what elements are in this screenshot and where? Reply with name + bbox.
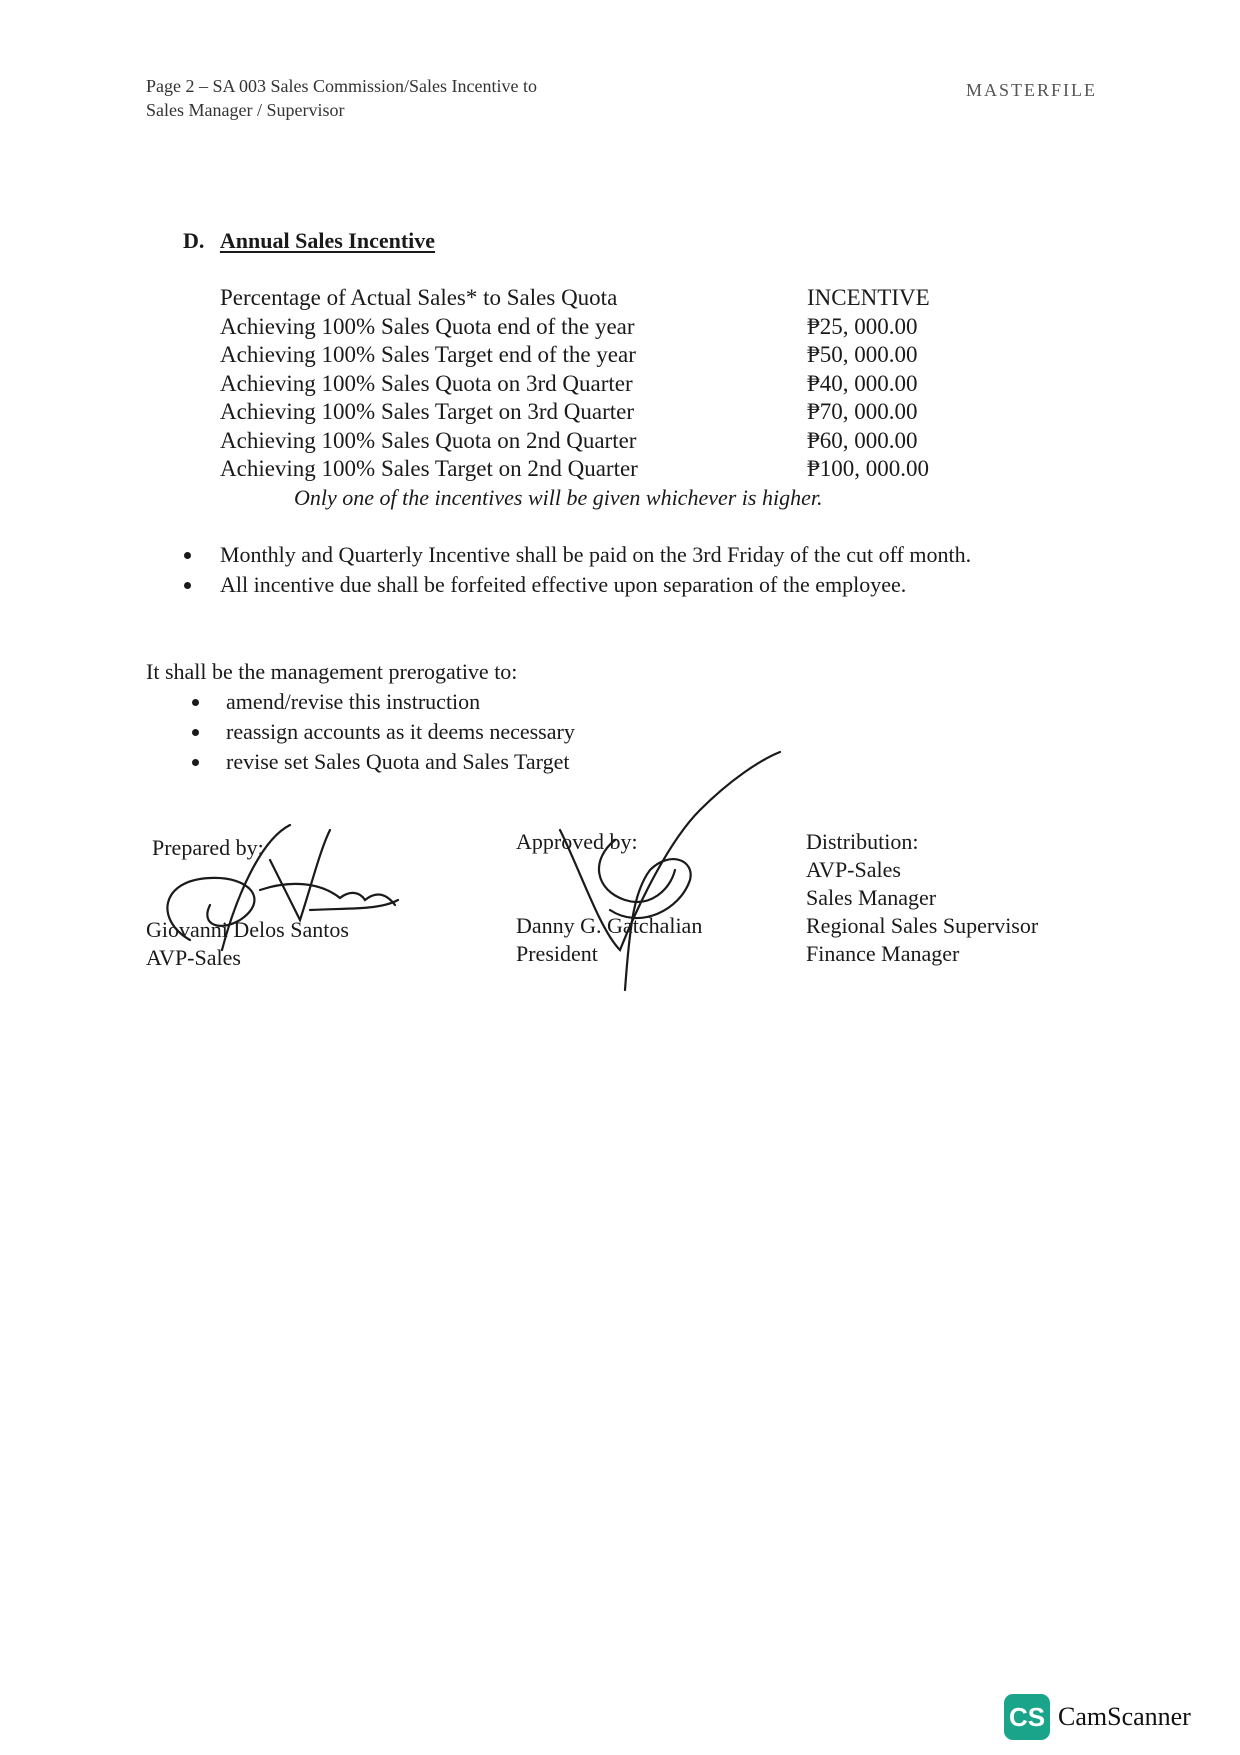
camscanner-logo: CS — [1004, 1694, 1050, 1740]
row-criteria: Achieving 100% Sales Target end of the year — [220, 342, 636, 367]
row-criteria: Achieving 100% Sales Target on 2nd Quarter — [220, 456, 638, 481]
header-line-1: Page 2 – SA 003 Sales Commission/Sales Incentive to — [146, 76, 537, 96]
table-header-criteria: Percentage of Actual Sales* to Sales Quota — [220, 285, 618, 310]
approved-signature — [540, 750, 790, 1000]
approved-by-name: Danny G. Gatchalian — [516, 913, 703, 938]
row-criteria: Achieving 100% Sales Quota on 3rd Quarter — [220, 370, 633, 396]
distribution-block — [806, 828, 1038, 968]
camscanner-watermark — [1004, 1694, 1191, 1740]
management-item: revise set Sales Quota and Sales Target — [226, 747, 575, 777]
management-intro: It shall be the management prerogative to: — [146, 659, 518, 684]
distribution-item: AVP-Sales — [806, 857, 901, 882]
prepared-by-label: Prepared by: — [152, 835, 264, 860]
payment-bullets — [220, 540, 971, 600]
approved-by-label: Approved by: — [516, 829, 638, 854]
header-line-2: Sales Manager / Supervisor — [146, 100, 345, 120]
table-row — [220, 455, 980, 484]
camscanner-text: CamScanner — [1058, 1702, 1191, 1731]
management-item: amend/revise this instruction — [226, 687, 575, 717]
table-row — [220, 427, 980, 456]
row-incentive: ₱100, 000.00 — [807, 456, 930, 481]
distribution-item: Finance Manager — [806, 941, 960, 966]
prepared-by-name: Giovanni Delos Santos — [146, 917, 349, 942]
table-row — [220, 313, 980, 342]
row-criteria: Achieving 100% Sales Quota end of the year — [220, 313, 635, 339]
management-list — [226, 687, 575, 777]
masterfile-label: MASTERFILE — [966, 80, 1098, 100]
table-row — [220, 341, 980, 370]
management-item: reassign accounts as it deems necessary — [226, 717, 575, 747]
distribution-item: Regional Sales Supervisor — [806, 913, 1039, 938]
distribution-label: Distribution: — [806, 829, 919, 854]
prepared-by-title: AVP-Sales — [146, 945, 241, 970]
page-header — [146, 74, 537, 122]
table-row — [220, 370, 980, 399]
row-incentive: ₱60, 000.00 — [807, 427, 918, 453]
bullet-item: Monthly and Quarterly Incentive shall be paid on the 3rd Friday of the cut off month. — [220, 540, 971, 570]
row-criteria: Achieving 100% Sales Target on 3rd Quarter — [220, 399, 634, 424]
approved-by-title: President — [516, 941, 598, 966]
table-header-row — [220, 284, 980, 313]
incentive-table — [220, 284, 980, 484]
table-header-incentive: INCENTIVE — [807, 285, 930, 310]
incentive-note: Only one of the incentives will be given whichever is higher. — [294, 485, 823, 510]
row-incentive: ₱70, 000.00 — [807, 399, 918, 424]
prepared-signature — [150, 820, 400, 960]
row-incentive: ₱25, 000.00 — [807, 313, 918, 339]
row-criteria: Achieving 100% Sales Quota on 2nd Quarter — [220, 427, 637, 453]
distribution-item: Sales Manager — [806, 885, 937, 910]
row-incentive: ₱50, 000.00 — [807, 342, 918, 367]
section-letter: D. — [183, 228, 205, 253]
section-title-text: Annual Sales Incentive — [219, 228, 436, 253]
bullet-item: All incentive due shall be forfeited effective upon separation of the employee. — [220, 570, 971, 600]
table-row — [220, 398, 980, 427]
row-incentive: ₱40, 000.00 — [807, 370, 918, 396]
section-title — [183, 228, 435, 254]
